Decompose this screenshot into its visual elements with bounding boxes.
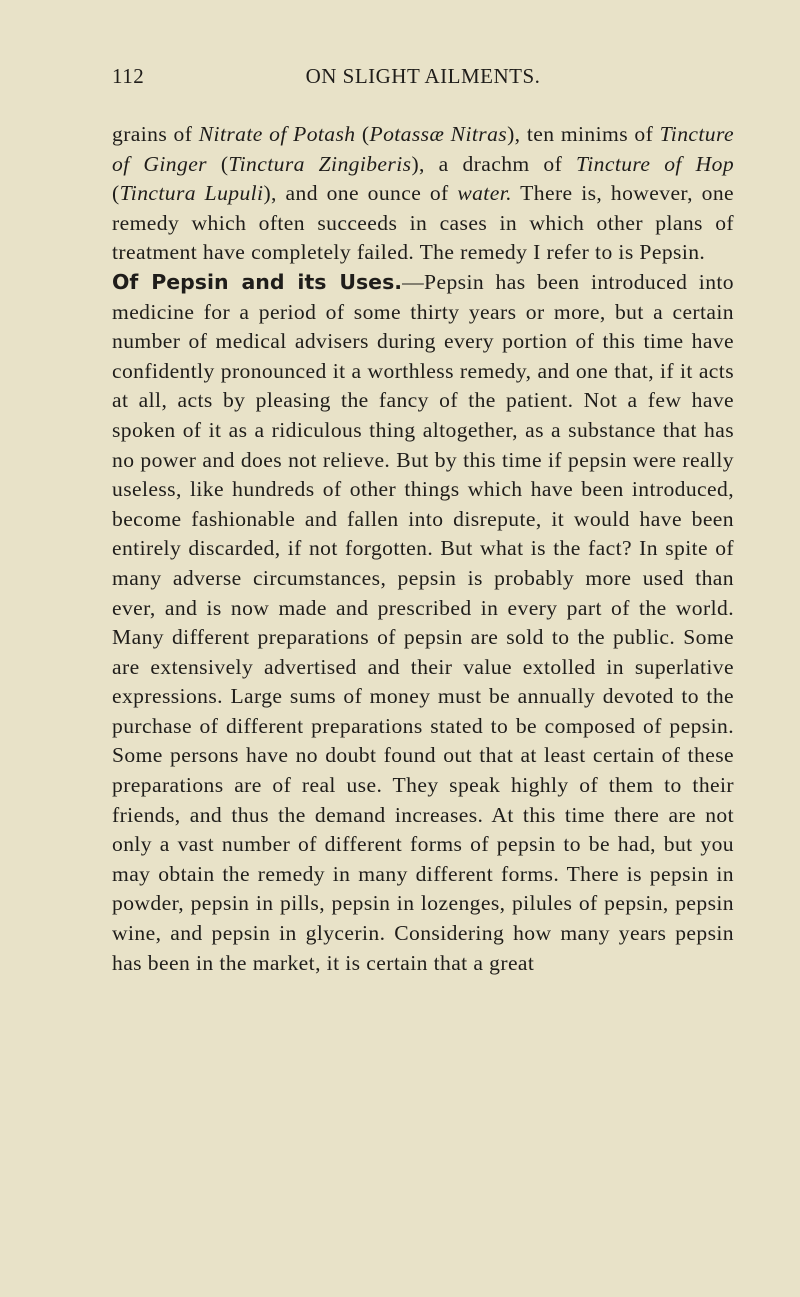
page-number: 112 (112, 64, 145, 88)
running-head (112, 64, 734, 94)
italic-term: Tinctura Zingiberis (228, 151, 412, 176)
text-run: There is, however, one remedy which often succeeds in cases in which other plans of treatment have completely failed. The remedy I refer to is Pepsin. (112, 181, 734, 265)
text-run: ), a drachm of (411, 151, 577, 176)
italic-term: Potassæ Nitras (369, 122, 508, 146)
italic-term: water. (457, 181, 512, 206)
paragraph-continued (112, 120, 734, 268)
running-title: ON SLIGHT AILMENTS. (305, 64, 541, 88)
italic-term: Tincture of Hop (576, 151, 735, 176)
text-run: grains of (112, 122, 199, 146)
text-run: ( (112, 181, 120, 206)
text-run: ( (355, 122, 370, 146)
italic-term: Tincture of Ginger (112, 122, 734, 176)
text-run: ( (207, 151, 229, 176)
text-run: ), ten minims of (507, 122, 660, 146)
italic-term: Tinctura Lupuli (119, 181, 264, 206)
paragraph-pepsin (112, 268, 734, 978)
paragraph-text: —Pepsin has been introduced into medicine for a period of some thirty years or more, but a certain number of medical advisers during every portion of this time have confidently pronounced it a worthless remedy, and one that, if it acts at all, acts by pleasing the fancy of the patient. Not a few have spoken of it as a ridiculous thing altogether, as a substance that has no power and does not relieve. But by this time if pepsin were really useless, like hundreds of other things which have been introduced, become fashionable and fallen into disrepute, it would have been entirely discarded, if not forgotten. But what is the fact? In spite of many adverse circumstances, pepsin is probably more used than ever, and is now made and prescribed in every part of the world. Many different preparations of pepsin are sold to the public. Some are extensively advertised and their value extolled in superlative expressions. Large sums of money must be annually devoted to the purchase of different preparations stated to be composed of pepsin. Some persons have no doubt found out that at least certain of these preparations are of real use. They speak highly of them to their friends, and thus the demand increases. At this time there are not only a vast number of different forms of pepsin to be had, but you may obtain the remedy in many different forms. There is pepsin in powder, pepsin in pills, pepsin in lozenges, pilules of pepsin, pepsin wine, and pepsin in glycerin. Considering how many years pepsin has been in the market, it is certain that a great (112, 269, 734, 975)
section-heading: Of Pepsin and its Uses. (112, 269, 403, 294)
body-text (112, 120, 734, 978)
italic-term: Nitrate of Potash (198, 122, 356, 146)
text-run: ), and one ounce of (263, 181, 458, 206)
